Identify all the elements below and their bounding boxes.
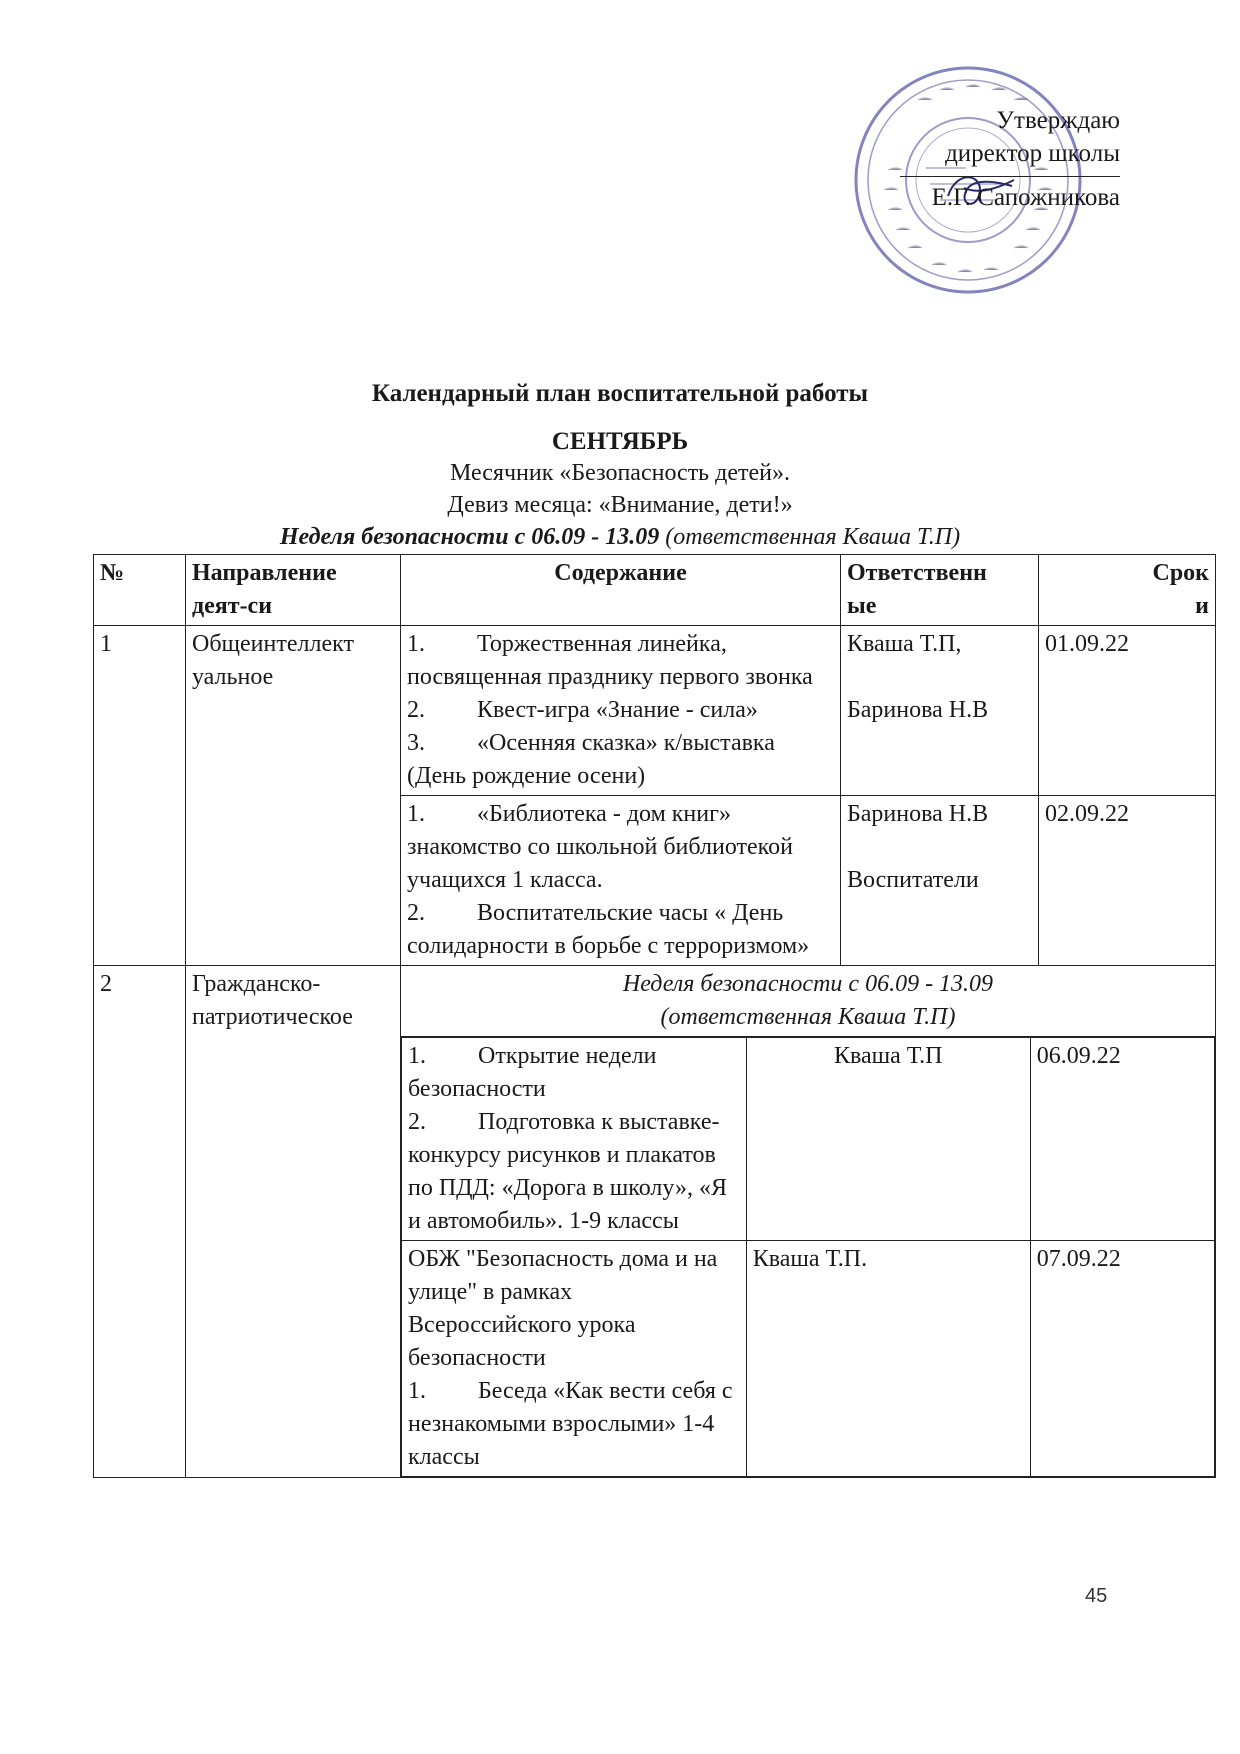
list-item-text: Беседа «Как вести себя с незнакомыми взрослыми» 1-4 классы xyxy=(408,1378,733,1470)
row-direction-b: уальное xyxy=(192,664,274,690)
list-item-number: 1. xyxy=(407,801,425,827)
list-item xyxy=(407,628,834,694)
monthly-campaign: Месячник «Безопасность детей». xyxy=(450,460,790,486)
month-motto: Девиз месяца: «Внимание, дети!» xyxy=(447,492,793,518)
signature-line xyxy=(900,174,1120,177)
responsible-name: Баринова Н.В xyxy=(847,801,989,827)
col-header-number: № xyxy=(94,555,186,626)
safety-week-row xyxy=(401,966,1216,1037)
row-content xyxy=(401,626,841,796)
list-item-text: Подготовка к выставке-конкурсу рисунков и плакатов по ПДД: «Дорога в школу», «Я и автомобиль». 1-9 классы xyxy=(408,1109,727,1234)
col-header-dates-a: Срок xyxy=(1152,560,1209,586)
col-header-direction xyxy=(186,555,401,626)
list-item xyxy=(408,1106,740,1238)
list-item-number: 1. xyxy=(408,1043,426,1069)
col-header-responsible xyxy=(841,555,1039,626)
row-direction-a: Гражданско- xyxy=(192,971,321,997)
row-direction-a: Общеинтеллект xyxy=(192,631,354,657)
list-item-text: Воспитательские часы « День солидарности в борьбе с терроризмом» xyxy=(407,900,810,959)
row-content xyxy=(402,1038,747,1241)
safety-week-responsible: (ответственная Кваша Т.П) xyxy=(665,524,961,550)
row-subtable-cell xyxy=(401,1037,1216,1478)
row-direction xyxy=(186,626,401,966)
row-responsible xyxy=(841,796,1039,966)
row-content xyxy=(402,1241,747,1477)
responsible-name: Баринова Н.В xyxy=(847,697,989,723)
row-responsible: Кваша Т.П xyxy=(746,1038,1030,1241)
col-header-responsible-b: ые xyxy=(847,593,877,619)
row-responsible: Кваша Т.П. xyxy=(746,1241,1030,1477)
document-title: Календарный план воспитательной работы xyxy=(371,380,869,407)
list-item-number: 2. xyxy=(407,697,425,723)
safety-week-dates: Неделя безопасности с 06.09 - 13.09 xyxy=(279,524,660,550)
list-item xyxy=(408,1375,740,1474)
list-item-number: 1. xyxy=(407,631,425,657)
row-number: 2 xyxy=(94,966,186,1478)
plan-table xyxy=(93,554,1216,1478)
row-responsible xyxy=(841,626,1039,796)
list-item-text: Квест-игра «Знание - сила» xyxy=(477,697,758,723)
col-header-direction-a: Направление xyxy=(192,560,337,586)
page-number: 45 xyxy=(1085,1585,1108,1607)
row-date: 07.09.22 xyxy=(1030,1241,1214,1477)
table-header-row xyxy=(94,555,1216,626)
list-item xyxy=(408,1040,740,1106)
list-item-number: 2. xyxy=(408,1109,426,1135)
list-item-text: Торжественная линейка, посвященная празднику первого звонка xyxy=(407,631,813,690)
col-header-direction-b: деят-си xyxy=(192,593,273,619)
list-item-number: 1. xyxy=(408,1378,426,1404)
row-date: 01.09.22 xyxy=(1039,626,1216,796)
responsible-name: Воспитатели xyxy=(847,867,979,893)
list-item-text: «Библиотека - дом книг» знакомство со школьной библиотекой учащихся 1 класса. xyxy=(407,801,793,893)
safety-week-heading xyxy=(0,524,1240,551)
col-header-content: Содержание xyxy=(401,555,841,626)
col-header-dates-b: и xyxy=(1195,593,1209,619)
row-date: 06.09.22 xyxy=(1030,1038,1214,1241)
content-intro: ОБЖ "Безопасность дома и на улице" в рамках Всероссийского урока безопасности xyxy=(408,1246,718,1371)
safety-week-row-responsible: (ответственная Кваша Т.П) xyxy=(660,1004,956,1030)
approval-line-2: директор школы xyxy=(945,140,1120,167)
list-item-text: «Осенняя сказка» к/выставка (День рождение осени) xyxy=(407,730,775,789)
row-number: 1 xyxy=(94,626,186,966)
row-date: 02.09.22 xyxy=(1039,796,1216,966)
list-item-number: 2. xyxy=(407,900,425,926)
table-row xyxy=(94,966,1216,1037)
approval-block xyxy=(800,104,1120,214)
list-item xyxy=(407,727,834,793)
row-direction xyxy=(186,966,401,1478)
row-content xyxy=(401,796,841,966)
list-item xyxy=(407,694,834,727)
list-item-text: Открытие недели безопасности xyxy=(408,1043,657,1102)
row-subtable xyxy=(401,1037,1215,1477)
approval-director-name: Е.Г. Сапожникова xyxy=(931,184,1120,211)
list-item xyxy=(407,798,834,897)
col-header-responsible-a: Ответственн xyxy=(847,560,987,586)
list-item xyxy=(407,897,834,963)
row-direction-b: патриотическое xyxy=(192,1004,353,1030)
list-item-number: 3. xyxy=(407,730,425,756)
responsible-name: Кваша Т.П, xyxy=(847,631,962,657)
col-header-dates xyxy=(1039,555,1216,626)
safety-week-row-dates: Неделя безопасности с 06.09 - 13.09 xyxy=(622,971,994,997)
approval-line-1: Утверждаю xyxy=(996,107,1120,134)
month-heading: СЕНТЯБРЬ xyxy=(551,428,689,455)
table-row xyxy=(94,626,1216,796)
